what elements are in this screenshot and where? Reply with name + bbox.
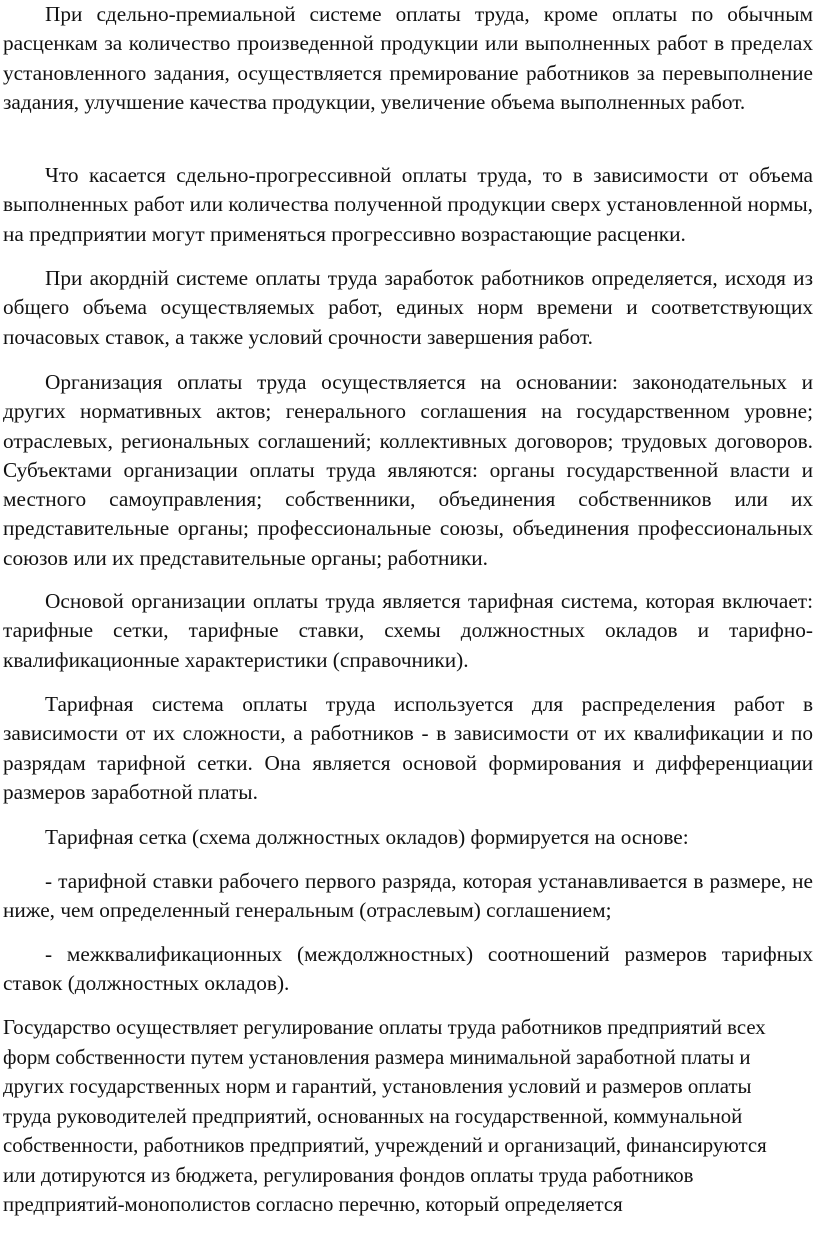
- paragraph-pay-organization: Организация оплаты труда осуществляется на основании: законодательных и других нормативных актов; генерального соглашения на государственном уровне; отраслевых, региональных соглашений; коллективных договоров; трудовых договоров. Субъектами организации оплаты труда являются: органы государственной власти и местного самоуправления; собственники, объединения собственников или их представительные органы; профессиональные союзы, объединения профессиональных союзов или их представительные органы; работники.: [3, 370, 813, 570]
- paragraph-tariff-system-basis: Основой организации оплаты труда является тарифная система, которая включает: тарифные сетки, тарифные ставки, схемы должностных окладов и тарифно-квалификационные характеристики (справочники).: [3, 589, 813, 672]
- paragraph-piece-bonus-pay: При сдельно-премиальной системе оплаты труда, кроме оплаты по обычным расценкам за количество произведенной продукции или выполненных работ в пределах установленного задания, осуществляется премирование работников за перевыполнение задания, улучшение качества продукции, увеличение объема выполненных работ.: [3, 2, 813, 114]
- paragraph-tariff-grid-intro: Тарифная сетка (схема должностных окладов) формируется на основе:: [45, 825, 689, 849]
- list-item-first-grade-rate: - тарифной ставки рабочего первого разряда, которая устанавливается в размере, не ниже, чем определенный генеральным (отраслевым) соглашением;: [3, 869, 813, 923]
- paragraph-tariff-system-usage: Тарифная система оплаты труда используется для распределения работ в зависимости от их сложности, а работников - в зависимости от их квалификации и по разрядам тарифной сетки. Она является основой формирования и дифференциации размеров заработной платы.: [3, 692, 813, 804]
- paragraph-piece-progressive-pay: Что касается сдельно-прогрессивной оплаты труда, то в зависимости от объема выполненных работ или количества полученной продукции сверх установленной нормы, на предприятии могут применяться прогрессивно возрастающие расценки.: [3, 163, 813, 246]
- paragraph-lump-sum-pay: При акордній системе оплаты труда заработок работников определяется, исходя из общего объема осуществляемых работ, единых норм времени и соответствующих почасовых ставок, а также условий срочности завершения работ.: [3, 266, 813, 349]
- paragraph-state-regulation: Государство осуществляет регулирование оплаты труда работников предприятий всех форм собственности путем установления размера минимальной заработной платы и других государственных норм и гарантий, установления условий и размеров оплаты труда руководителей предприятий, основанных на государственной, коммунальной собственности, работников предприятий, учреждений и организаций, финансируются или дотируются из бюджета, регулирования фондов оплаты труда работников предприятий-монополистов согласно перечню, который определяется: [3, 1016, 767, 1216]
- list-item-interqualification-ratios: - межквалификационных (междолжностных) соотношений размеров тарифных ставок (должностных окладов).: [3, 942, 813, 996]
